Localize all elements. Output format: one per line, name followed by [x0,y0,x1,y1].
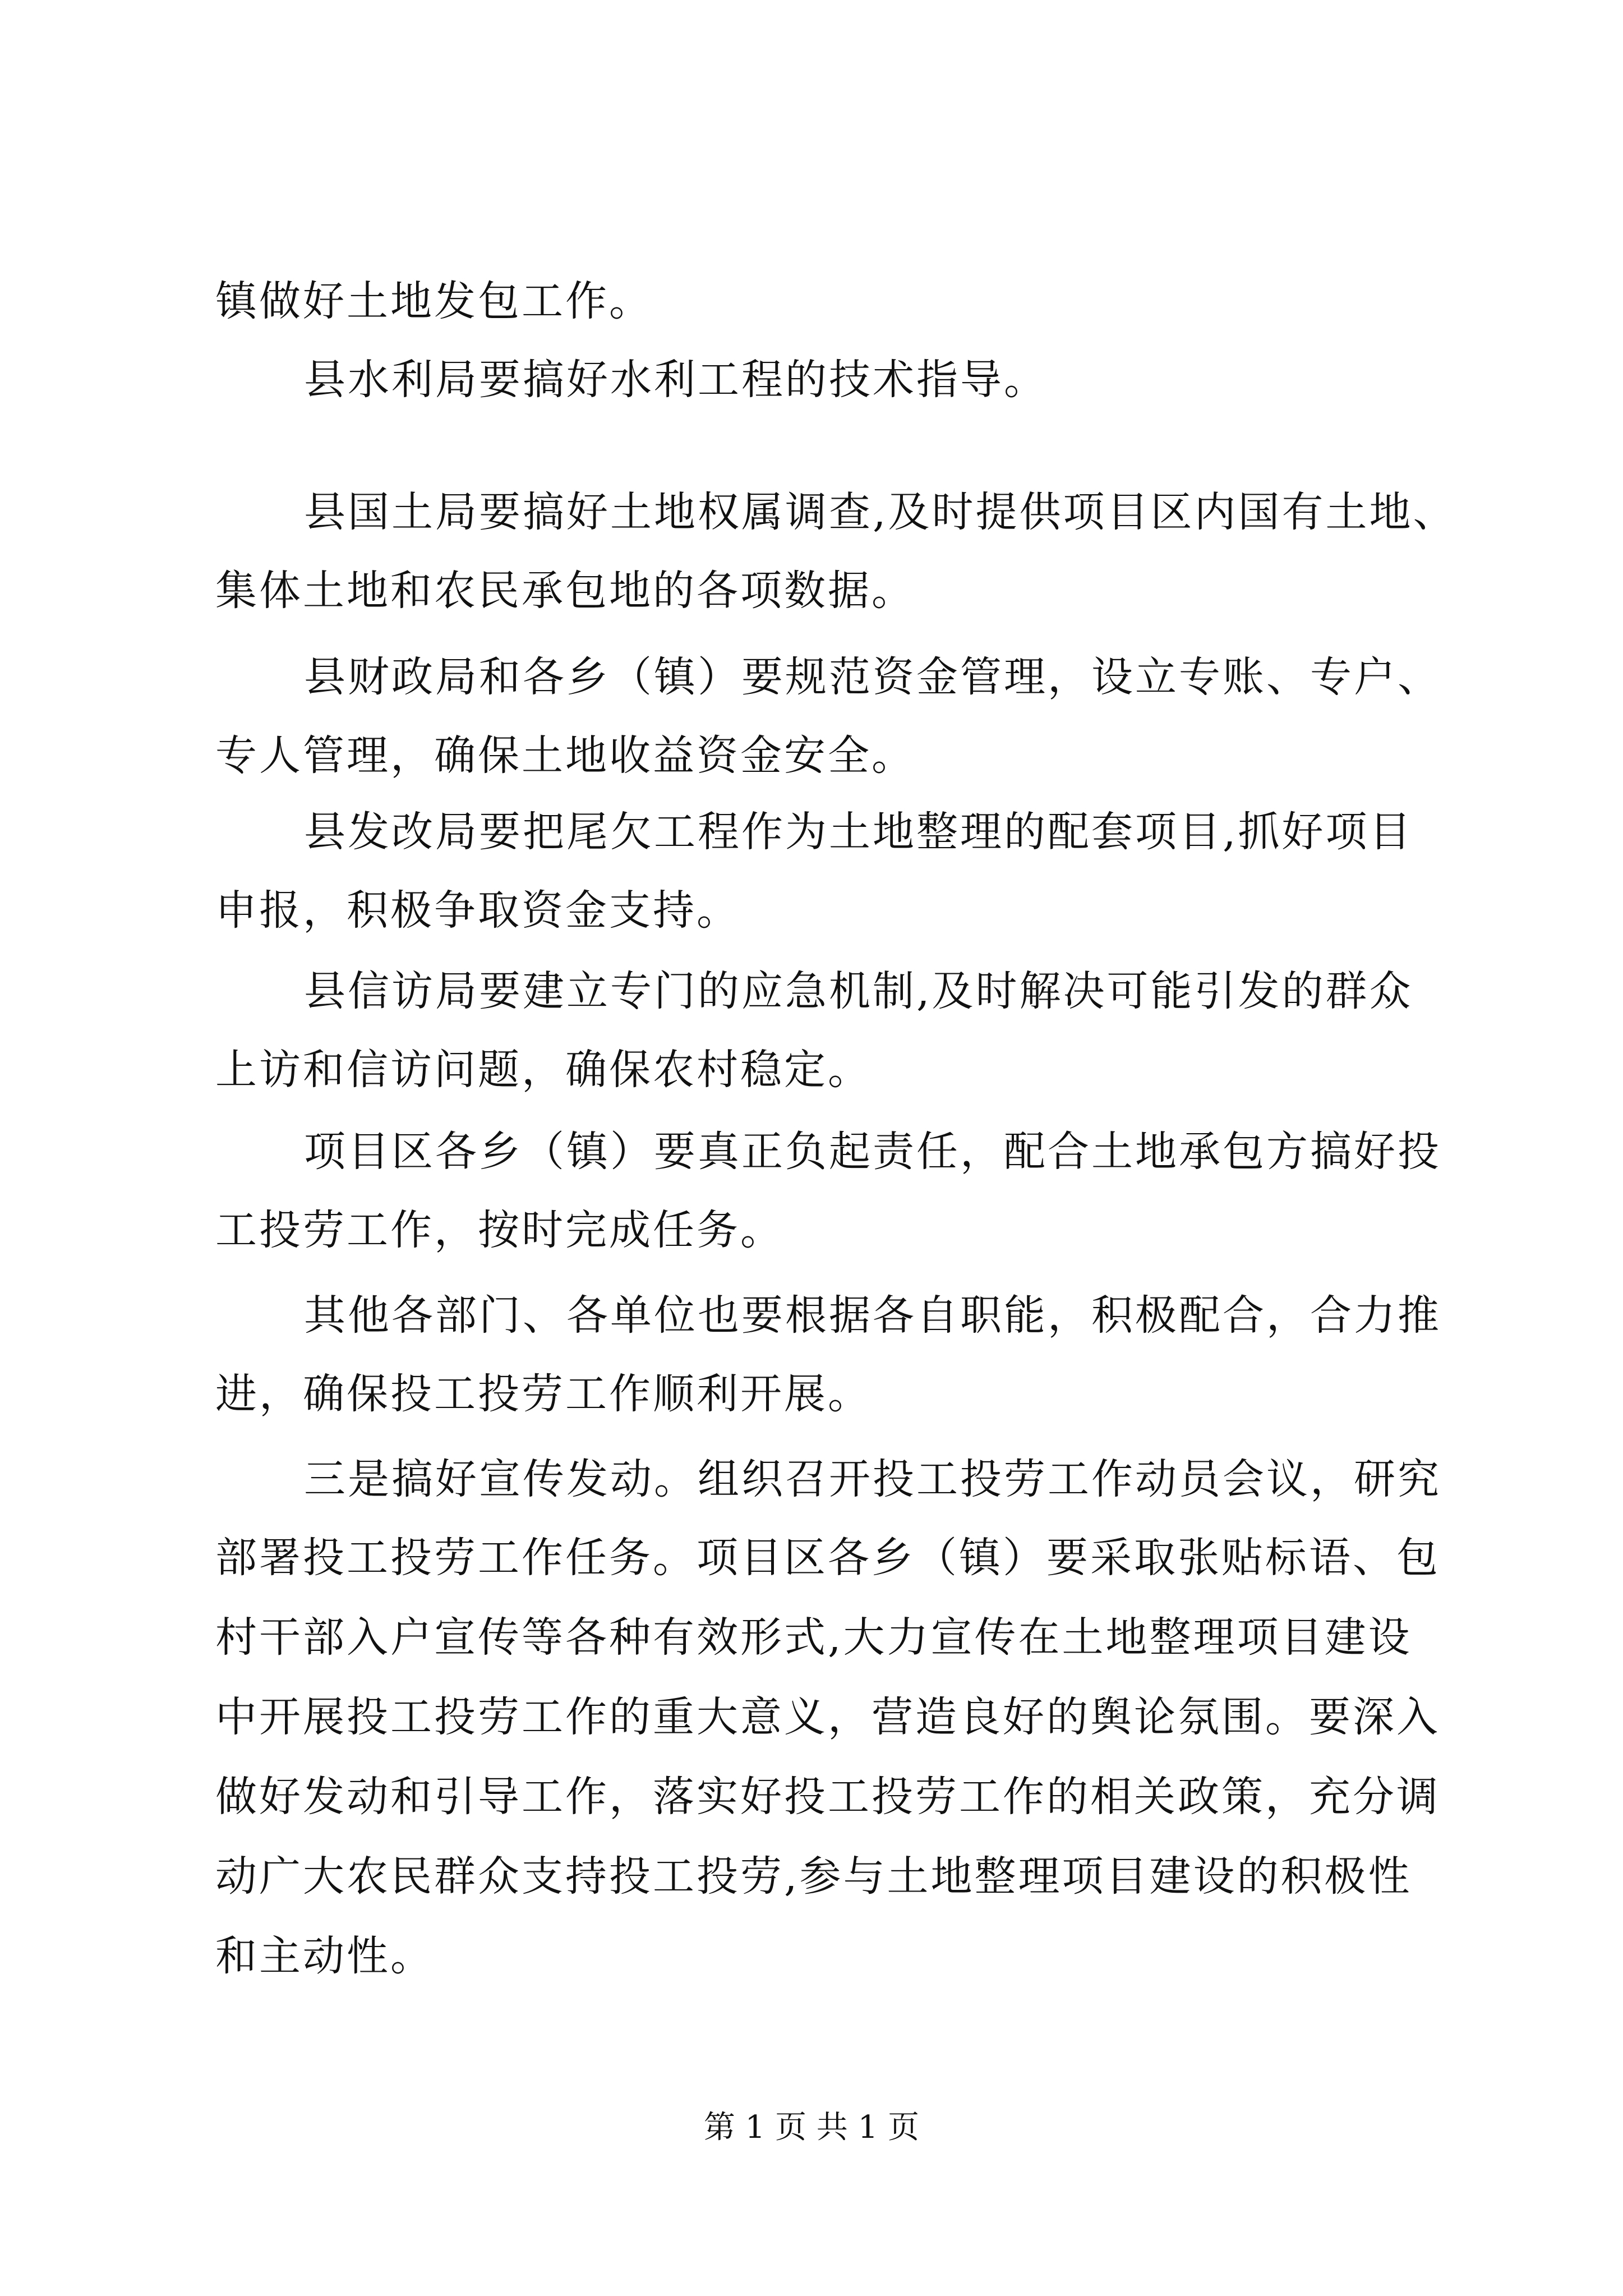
text-line-8: 申报，积极争取资金支持。 [215,886,740,935]
text-line-21: 和主动性。 [215,1932,434,1980]
text-line-13: 其他各部门、各单位也要根据各自职能，积极配合，合力推 [304,1291,1441,1340]
text-line-3: 县国土局要搞好土地权属调查,及时提供项目区内国有土地、 [304,488,1457,536]
text-line-2: 县水利局要搞好水利工程的技术指导。 [304,356,1048,404]
text-line-18: 中开展投工投劳工作的重大意义，营造良好的舆论氛围。要深入 [215,1693,1440,1741]
text-line-1: 镇做好土地发包工作。 [215,277,653,325]
text-line-17: 村干部入户宣传等各种有效形式,大力宣传在土地整理项目建设 [215,1613,1412,1662]
text-line-19: 做好发动和引导工作，落实好投工投劳工作的相关政策，充分调 [215,1773,1440,1821]
text-line-16: 部署投工投劳工作任务。项目区各乡（镇）要采取张贴标语、包 [215,1534,1440,1582]
text-line-12: 工投劳工作，按时完成任务。 [215,1206,784,1254]
text-line-14: 进，确保投工投劳工作顺利开展。 [215,1370,872,1418]
text-line-10: 上访和信访问题，确保农村稳定。 [215,1046,872,1094]
page-footer: 第 1 页 共 1 页 [703,2109,920,2146]
text-line-7: 县发改局要把尾欠工程作为土地整理的配套项目,抓好项目 [304,808,1413,856]
text-line-20: 动广大农民群众支持投工投劳,参与土地整理项目建设的积极性 [215,1852,1412,1901]
text-line-11: 项目区各乡（镇）要真正负起责任，配合土地承包方搞好投 [304,1128,1441,1176]
text-line-9: 县信访局要建立专门的应急机制,及时解决可能引发的群众 [304,967,1413,1015]
text-line-6: 专人管理，确保土地收益资金安全。 [215,731,915,780]
text-line-5: 县财政局和各乡（镇）要规范资金管理，设立专账、专户、 [304,653,1441,701]
text-line-15: 三是搞好宣传发动。组织召开投工投劳工作动员会议，研究 [304,1455,1441,1503]
text-line-4: 集体土地和农民承包地的各项数据。 [215,567,915,615]
